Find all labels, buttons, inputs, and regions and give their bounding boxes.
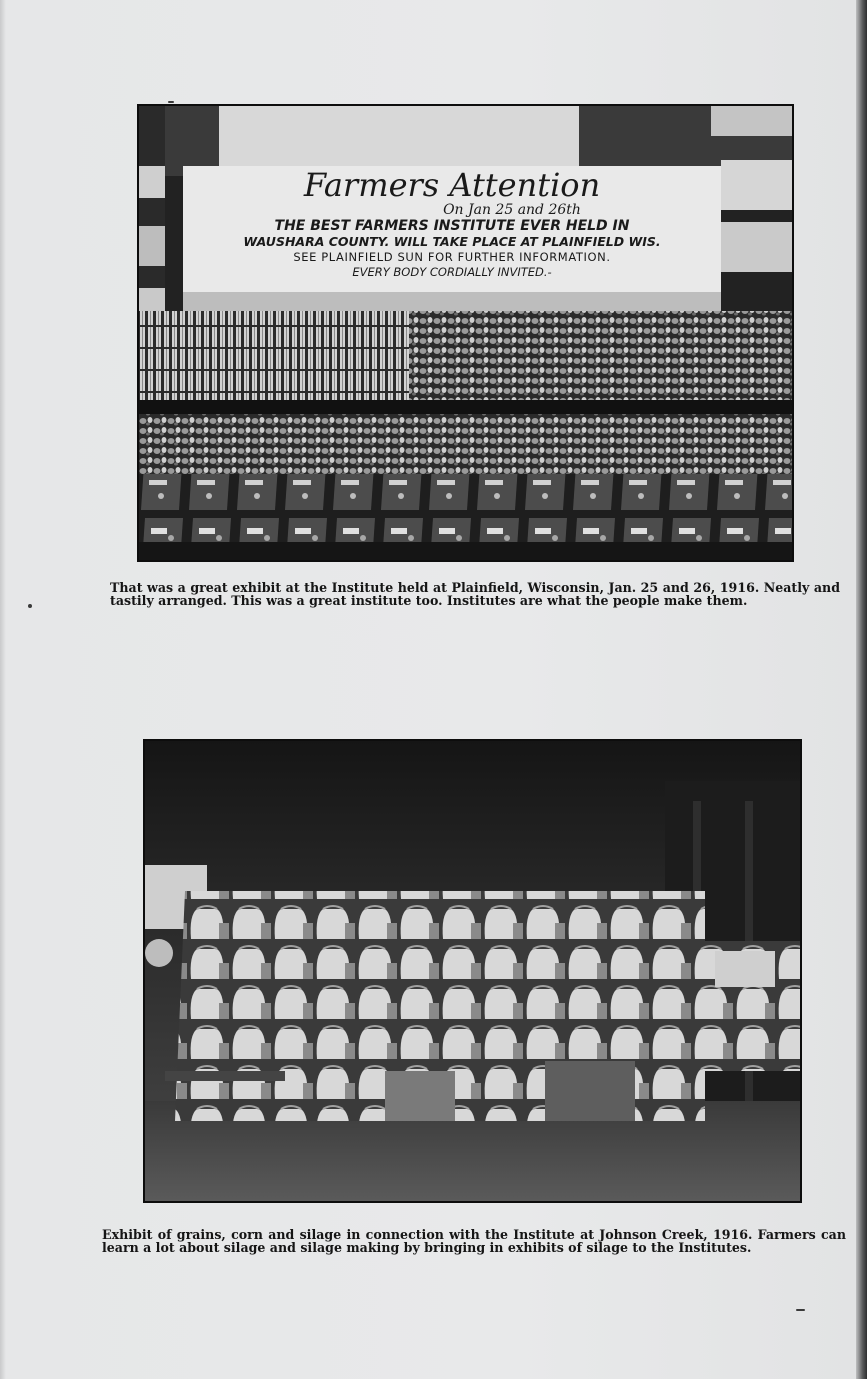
exhibit-photo-johnson-creek (143, 739, 802, 1203)
paper-speck (28, 604, 32, 608)
caption-johnson-creek-exhibit: Exhibit of grains, corn and silage in connection with the Institute at Johnson Creek, 1916. Farmers can learn a lot about silage and silage making by bringing in exhibits of silage to the Institutes. (102, 1227, 846, 1255)
banner-line-4: EVERY BODY CORDIALLY INVITED.- (352, 265, 552, 279)
caption-plainfield-exhibit: That was a great exhibit at the Institute held at Plainfield, Wisconsin, Jan. 25 and 26, 1916. Neatly and tastily arranged. This was a great institute too. Institutes are what the people make them. (110, 580, 840, 608)
banner-line-2: WAUSHARA COUNTY. WILL TAKE PLACE AT PLAINFIELD WIS. (243, 234, 661, 249)
banner-date: On Jan 25 and 26th (443, 202, 581, 218)
banner-sign (183, 166, 721, 296)
exhibit-photo-plainfield (137, 104, 794, 562)
page-edge-shadow (856, 0, 867, 1379)
paper-speck (796, 1309, 805, 1311)
banner-line-3: SEE PLAINFIELD SUN FOR FURTHER INFORMATION. (293, 250, 611, 264)
banner-heading: Farmers Attention (303, 166, 601, 204)
johnson-creek-exhibit-illustration (145, 741, 800, 1201)
banner-line-1: THE BEST FARMERS INSTITUTE EVER HELD IN (274, 218, 630, 234)
paper-speck (168, 101, 174, 103)
